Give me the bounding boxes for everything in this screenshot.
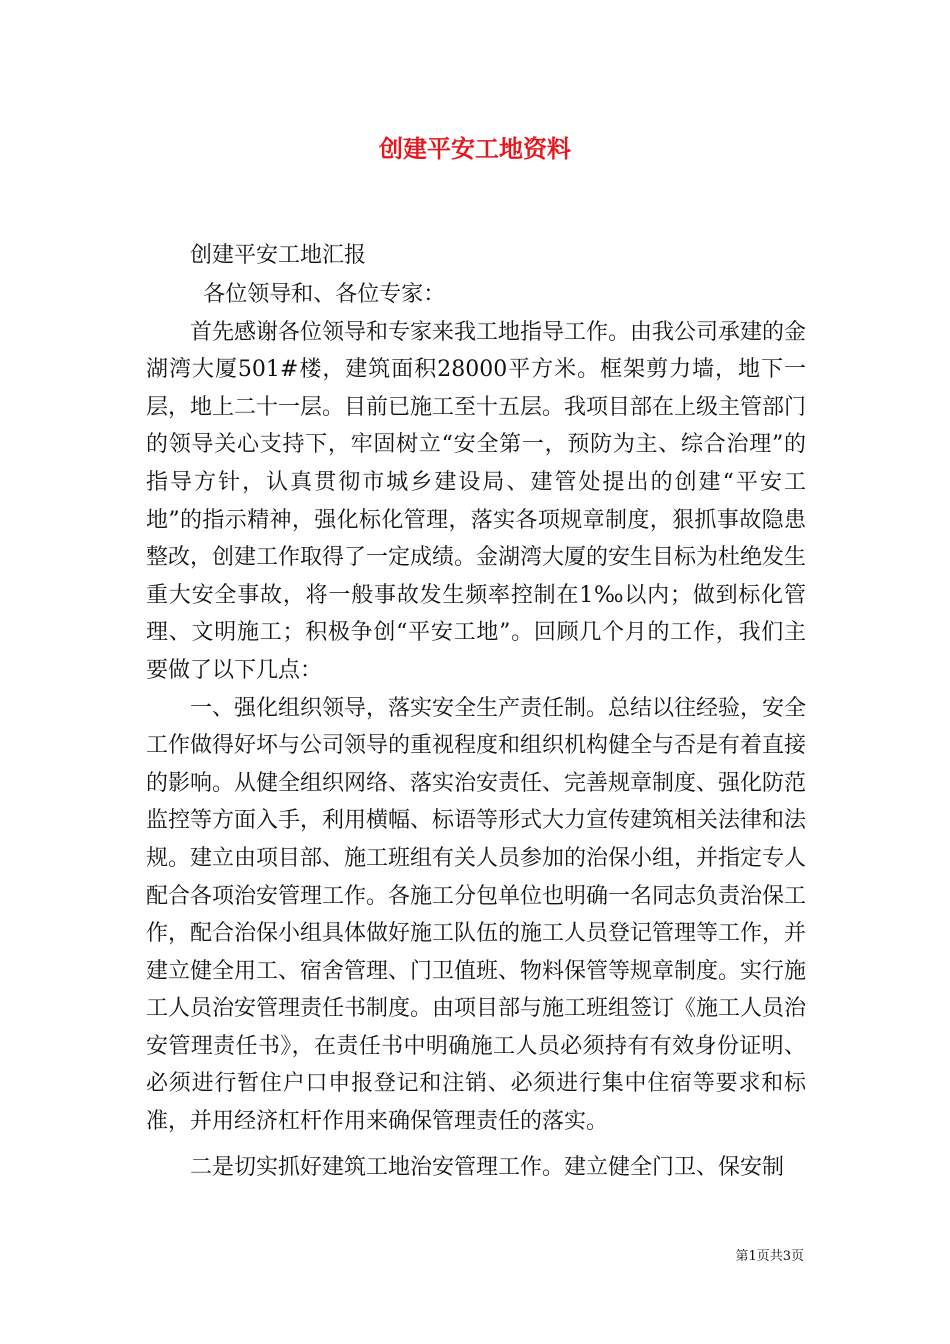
paragraph-section-one: 一、强化组织领导，落实安全生产责任制。总结以往经验，安全工作做得好坏与公司领导的重视程度和组织机构健全与否是有着直接的影响。从健全组织网络、落实治安责任、完善规章制度、强化防范监控等方面入手，利用横幅、标语等形式大力宣传建筑相关法律和法规。建立由项目部、施工班组有关人员参加的治保小组，并指定专人配合各项治安管理工作。各施工分包单位也明确一名同志负责治保工作，配合治保小组具体做好施工队伍的施工人员登记管理等工作，并建立健全用工、宿舍管理、门卫值班、物料保管等规章制度。实行施工人员治安管理责任书制度。由项目部与施工班组签订《施工人员治安管理责任书》，在责任书中明确施工人员必须持有有效身份证明、必须进行暂住户口申报登记和注销、必须进行集中住宿等要求和标准，并用经济杠杆作用来确保管理责任的落实。 [146, 695, 807, 1135]
page-title: 创建平安工地资料 [379, 134, 571, 163]
paragraph-intro: 首先感谢各位领导和专家来我工地指导工作。由我公司承建的金湖湾大厦501#楼，建筑面积28000平方米。框架剪力墙，地下一层，地上二十一层。目前已施工至十五层。我项目部在上级主管部门的领导关心支持下，牢固树立“安全第一，预防为主、综合治理”的指导方针，认真贯彻市城乡建设局、建管处提出的创建“平安工地”的指示精神，强化标化管理，落实各项规章制度，狠抓事故隐患整改，创建工作取得了一定成绩。金湖湾大厦的安生目标为杜绝发生重大安全事故，将一般事故发生频率控制在1‰以内；做到标化管理、文明施工；积极争创“平安工地”。回顾几个月的工作，我们主要做了以下几点： [146, 319, 807, 683]
paragraph-section-two: 二是切实抓好建筑工地治安管理工作。建立健全门卫、保安制 [190, 1154, 785, 1180]
page-indicator: 第1页共3页 [735, 1249, 804, 1264]
document-body [146, 276, 806, 1186]
report-subtitle: 创建平安工地汇报 [190, 243, 367, 268]
salutation: 各位领导和、各位专家： [203, 282, 446, 307]
